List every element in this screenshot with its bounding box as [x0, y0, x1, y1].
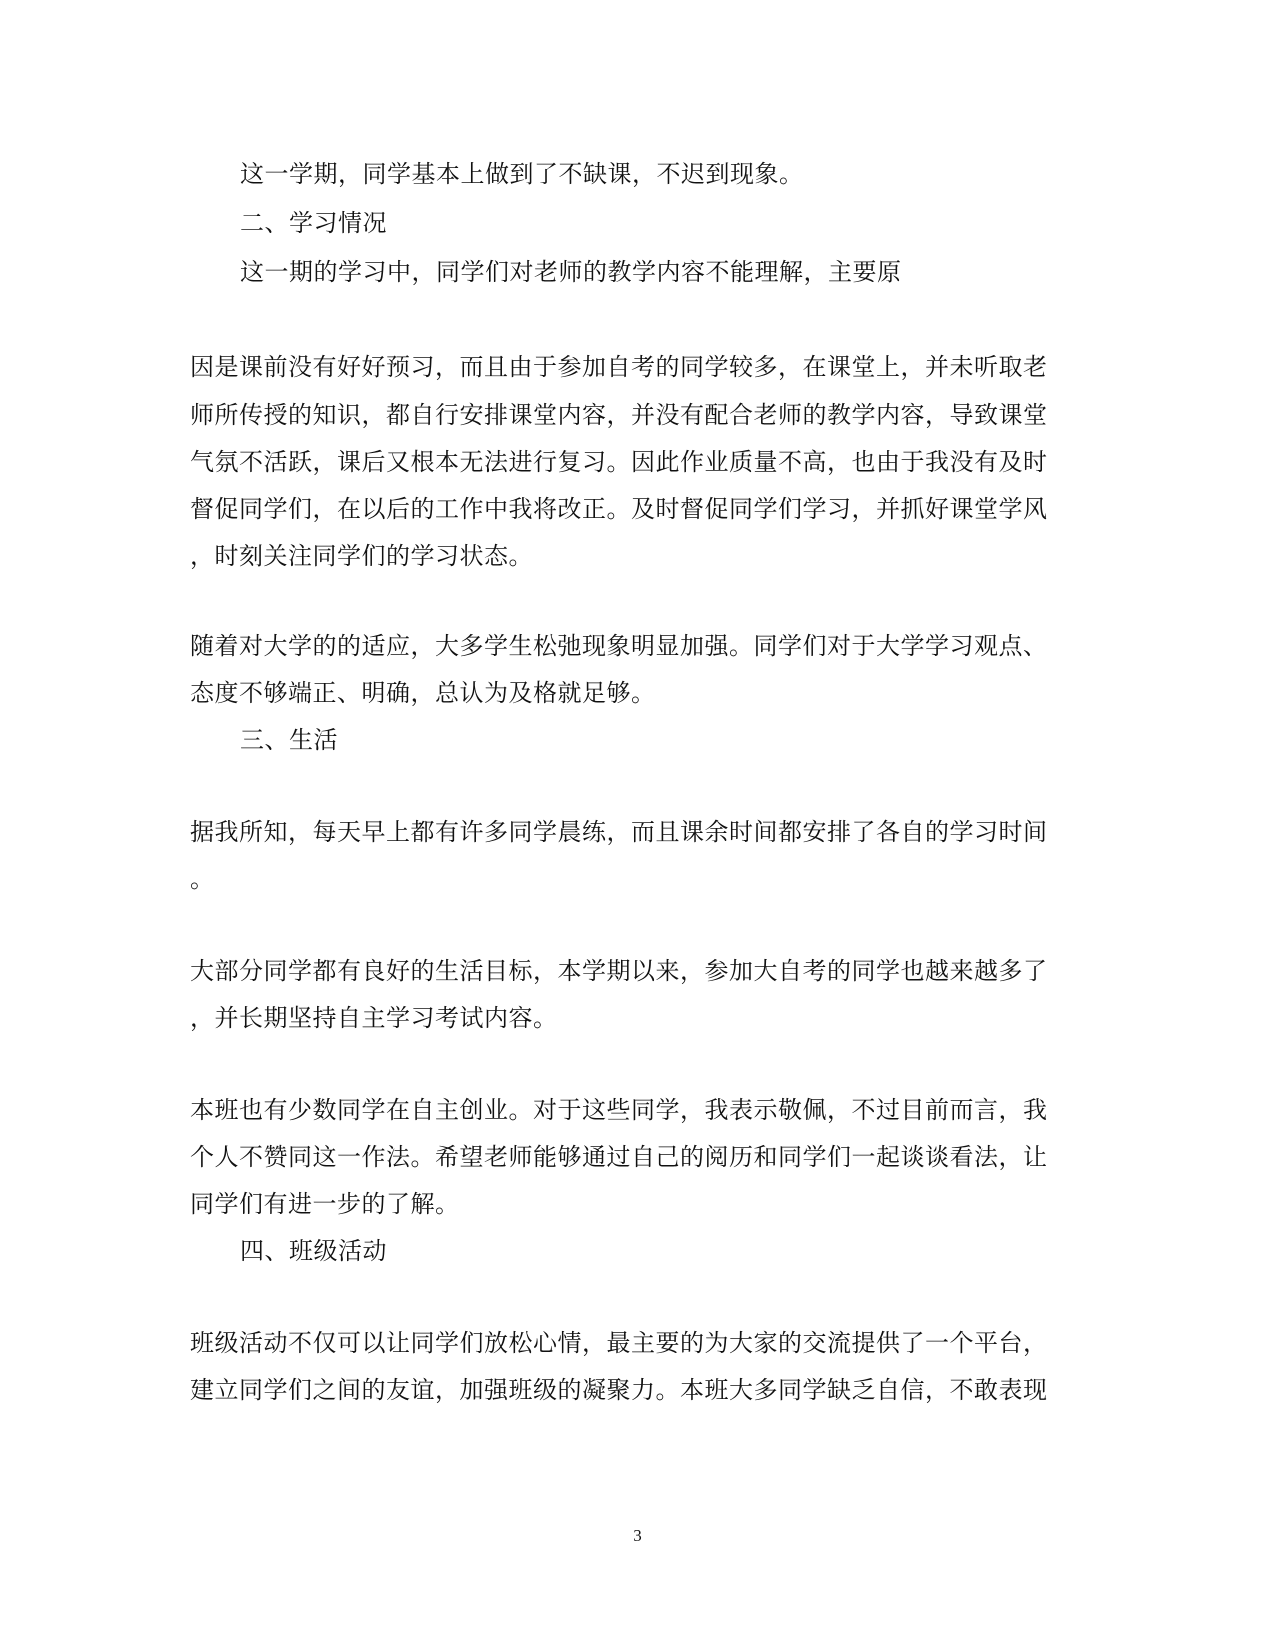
paragraph-line: 这一学期，同学基本上做到了不缺课，不迟到现象。: [240, 160, 804, 188]
paragraph-line: 督促同学们，在以后的工作中我将改正。及时督促同学们学习，并抓好课堂学风: [190, 495, 1048, 523]
section-heading: 三、生活: [240, 726, 338, 754]
paragraph-line: 本班也有少数同学在自主创业。对于这些同学，我表示敬佩，不过目前而言，我: [190, 1096, 1048, 1124]
page-number: 3: [633, 1526, 642, 1545]
paragraph-line: 班级活动不仅可以让同学们放松心情，最主要的为大家的交流提供了一个平台，: [190, 1329, 1048, 1357]
paragraph-line: 据我所知，每天早上都有许多同学晨练，而且课余时间都安排了各自的学习时间: [190, 818, 1048, 846]
paragraph-line: 个人不赞同这一作法。希望老师能够通过自己的阅历和同学们一起谈谈看法，让: [190, 1143, 1048, 1171]
paragraph-line: 大部分同学都有良好的生活目标，本学期以来，参加大自考的同学也越来越多了: [190, 957, 1048, 985]
paragraph-line: 。: [190, 865, 215, 893]
paragraph-line: 同学们有进一步的了解。: [190, 1190, 460, 1218]
paragraph-line: 态度不够端正、明确，总认为及格就足够。: [190, 679, 656, 707]
paragraph-line: 这一期的学习中，同学们对老师的教学内容不能理解，主要原: [240, 258, 902, 286]
paragraph-line: 气氛不活跃，课后又根本无法进行复习。因此作业质量不高，也由于我没有及时: [190, 448, 1048, 476]
paragraph-line: 师所传授的知识，都自行安排课堂内容，并没有配合老师的教学内容，导致课堂: [190, 401, 1048, 429]
paragraph-line: ，时刻关注同学们的学习状态。: [190, 542, 533, 570]
section-heading: 二、学习情况: [240, 209, 387, 237]
paragraph-line: ，并长期坚持自主学习考试内容。: [190, 1004, 558, 1032]
paragraph-line: 建立同学们之间的友谊，加强班级的凝聚力。本班大多同学缺乏自信，不敢表现: [190, 1376, 1048, 1404]
paragraph-line: 因是课前没有好好预习，而且由于参加自考的同学较多，在课堂上，并未听取老: [190, 353, 1048, 381]
section-heading: 四、班级活动: [240, 1237, 387, 1265]
paragraph-line: 随着对大学的的适应，大多学生松弛现象明显加强。同学们对于大学学习观点、: [190, 632, 1048, 660]
